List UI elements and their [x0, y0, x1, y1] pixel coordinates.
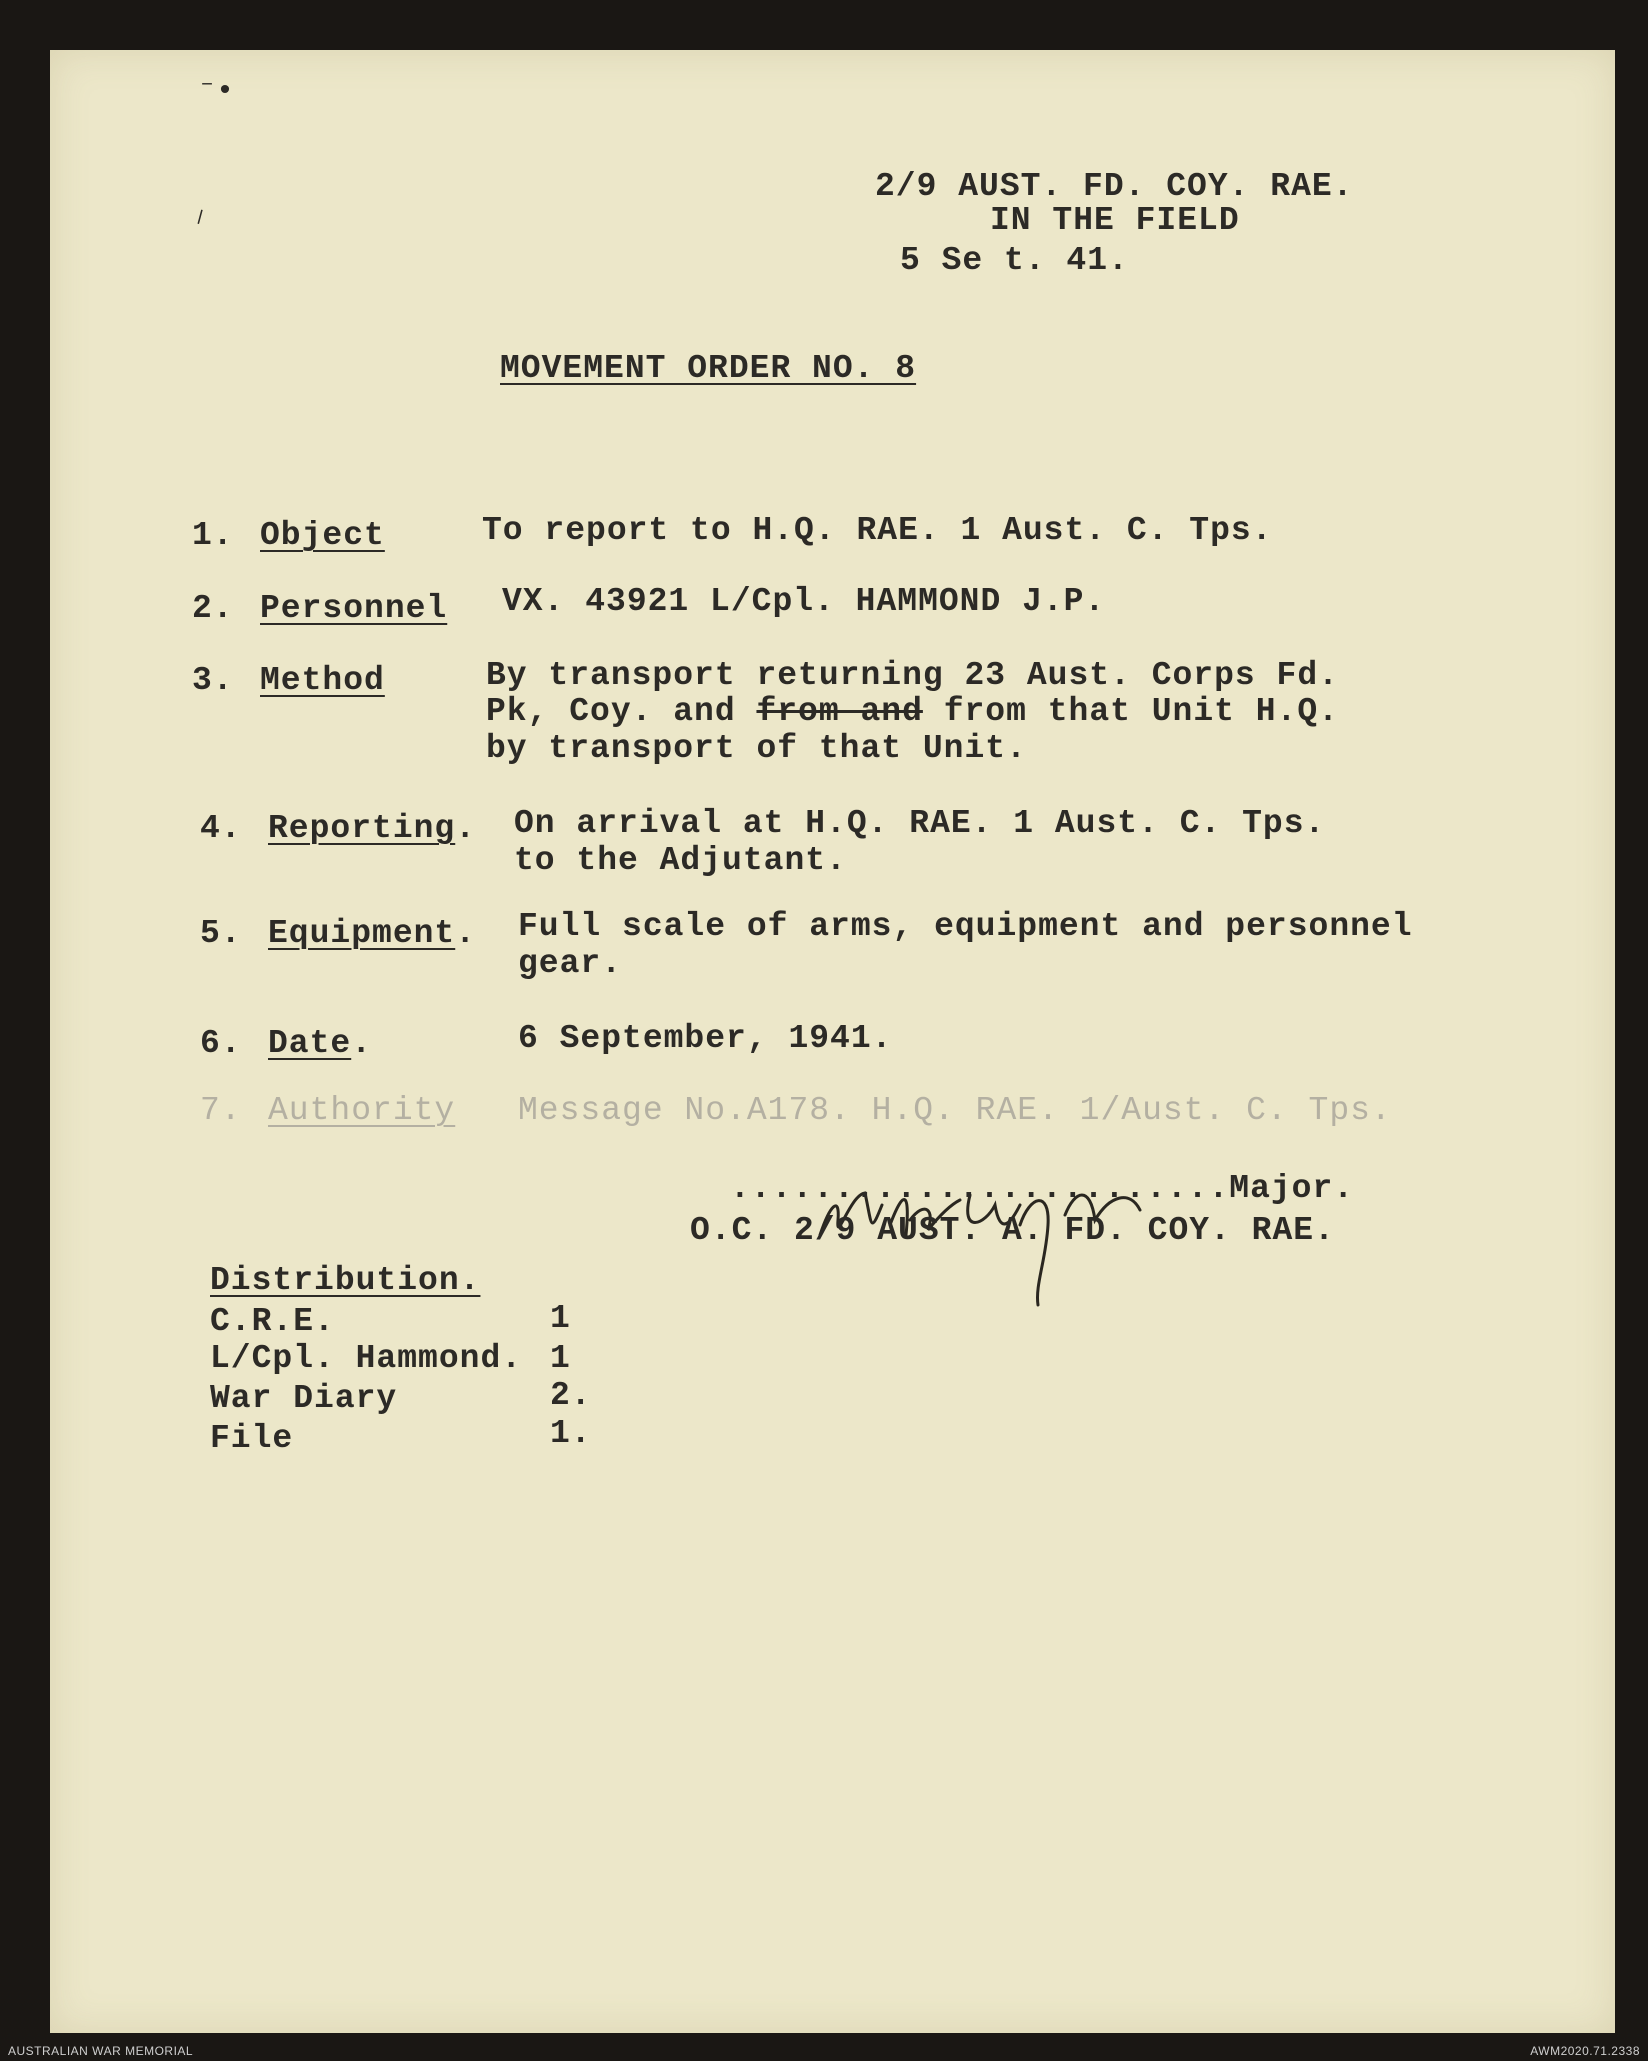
struck-text: from and	[756, 693, 923, 730]
item-number: 1.	[192, 517, 234, 554]
item-label: Reporting	[268, 810, 456, 847]
distribution-name: War Diary	[210, 1380, 398, 1417]
distribution-count: 1.	[550, 1415, 592, 1452]
paper-mark: ⁻•	[198, 75, 235, 109]
footer-accession: AWM2020.71.2338	[1530, 2044, 1640, 2058]
document-page	[50, 50, 1615, 2033]
item-label: Personnel	[260, 590, 448, 627]
item-number: 3.	[192, 662, 234, 699]
item-label-wrap	[268, 915, 476, 952]
item-number: 2.	[192, 590, 234, 627]
distribution-count: 2.	[550, 1377, 592, 1414]
item-text: Message No.A178. H.Q. RAE. 1/Aust. C. Tps.	[518, 1092, 1392, 1129]
item-number: 7.	[200, 1092, 242, 1129]
item-number: 4.	[200, 810, 242, 847]
item-number: 5.	[200, 915, 242, 952]
item-label-wrap	[268, 1025, 372, 1062]
distribution-heading: Distribution.	[210, 1262, 481, 1299]
item-label: Method	[260, 662, 385, 699]
text-segment: from that Unit H.Q.	[922, 693, 1339, 730]
paper-mark: ⸍	[189, 205, 220, 243]
label-suffix: .	[455, 810, 477, 847]
item-text: VX. 43921 L/Cpl. HAMMOND J.P.	[502, 583, 1106, 620]
item-text: 6 September, 1941.	[518, 1020, 893, 1057]
item-text: Full scale of arms, equipment and personnel	[518, 908, 1413, 945]
item-text: to the Adjutant.	[514, 842, 847, 879]
label-suffix: .	[351, 1025, 373, 1062]
item-text: To report to H.Q. RAE. 1 Aust. C. Tps.	[482, 512, 1273, 549]
item-label: Date	[268, 1025, 352, 1062]
item-label: Object	[260, 517, 385, 554]
distribution-name: C.R.E.	[210, 1303, 335, 1340]
text-segment: Pk, Coy. and	[486, 693, 757, 730]
label-suffix: .	[455, 915, 477, 952]
item-text: by transport of that Unit.	[486, 730, 1027, 767]
distribution-name: L/Cpl. Hammond.	[210, 1340, 523, 1377]
item-number: 6.	[200, 1025, 242, 1062]
item-label: Equipment	[268, 915, 456, 952]
distribution-count: 1	[550, 1300, 571, 1337]
signature-title: O.C. 2/9 AUST. A. FD. COY. RAE.	[690, 1212, 1335, 1249]
unit-name: 2/9 AUST. FD. COY. RAE.	[875, 168, 1354, 205]
location: IN THE FIELD	[990, 202, 1240, 239]
item-text: On arrival at H.Q. RAE. 1 Aust. C. Tps.	[514, 805, 1326, 842]
header-date: 5 Se t. 41.	[900, 242, 1129, 279]
distribution-name: File	[210, 1420, 294, 1457]
item-label-wrap	[268, 810, 476, 847]
item-text: gear.	[518, 945, 623, 982]
document-title: MOVEMENT ORDER NO. 8	[500, 350, 917, 387]
item-text: By transport returning 23 Aust. Corps Fd.	[486, 657, 1339, 694]
item-text-line	[486, 693, 1339, 730]
footer-credit: AUSTRALIAN WAR MEMORIAL	[8, 2044, 194, 2058]
item-label: Authority	[268, 1092, 456, 1129]
signature-line: ........................Major.	[730, 1170, 1355, 1207]
distribution-count: 1	[550, 1340, 571, 1377]
